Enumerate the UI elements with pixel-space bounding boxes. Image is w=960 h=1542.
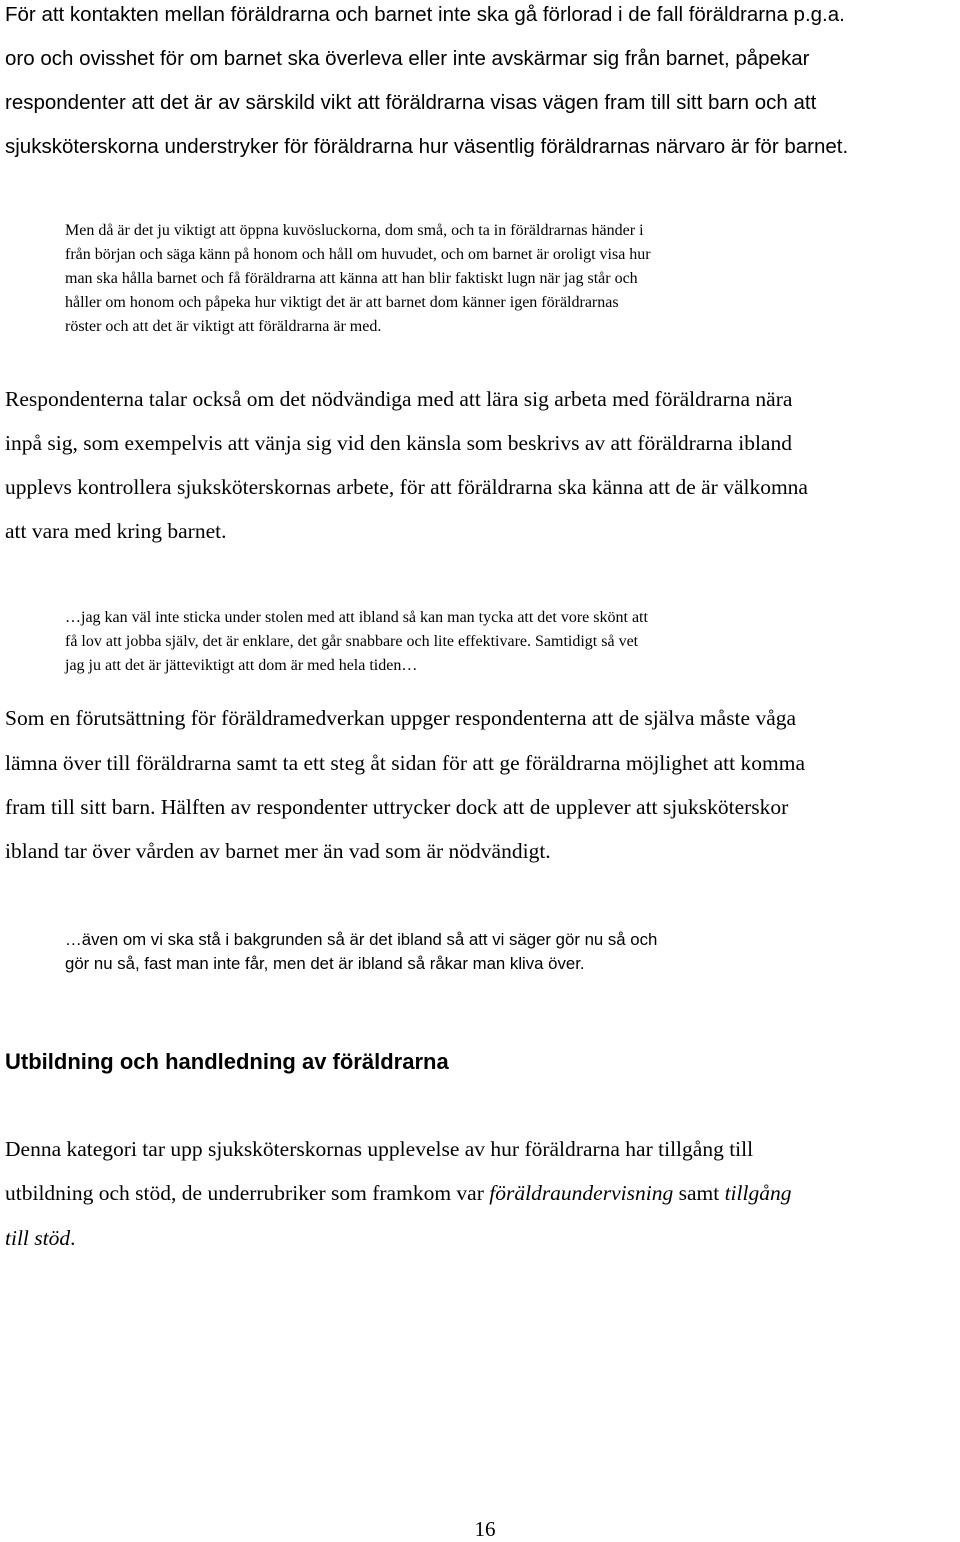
italic-term: till stöd — [5, 1226, 71, 1250]
quote-line: röster och att det är viktigt att föräldrarna är med. — [65, 318, 382, 335]
text-run: utbildning och stöd, de underrubriker som framkom var — [5, 1181, 490, 1205]
body-line — [5, 1226, 75, 1251]
quote-line: jag ju att det är jätteviktigt att dom är med hela tiden… — [65, 657, 418, 674]
quote-line: håller om honom och påpeka hur viktigt det är att barnet dom känner igen föräldrarnas — [65, 294, 619, 311]
body-line: ibland tar över vården av barnet mer än vad som är nödvändigt. — [5, 839, 551, 863]
intro-line: För att kontakten mellan föräldrarna och barnet inte ska gå förlorad i de fall föräldrarna p.g.a. — [5, 3, 845, 26]
body-line: lämna över till föräldrarna samt ta ett steg åt sidan för att ge föräldrarna möjlighet att komma — [5, 751, 805, 775]
quote-line: gör nu så, fast man inte får, men det är ibland så råkar man kliva över. — [65, 954, 585, 973]
body-line: upplevs kontrollera sjuksköterskornas arbete, för att föräldrarna ska känna att de är välkomna — [5, 475, 808, 499]
text-run: . — [70, 1226, 76, 1250]
quote-line: …även om vi ska stå i bakgrunden så är det ibland så att vi säger gör nu så och — [65, 930, 658, 949]
intro-line: oro och ovisshet för om barnet ska överleva eller inte avskärmar sig från barnet, påpekar — [5, 47, 810, 70]
body-line: att vara med kring barnet. — [5, 519, 227, 543]
text-run: samt — [673, 1181, 725, 1205]
section-heading: Utbildning och handledning av föräldrarna — [5, 1049, 449, 1074]
quote-line: man ska hålla barnet och få föräldrarna att känna att han blir faktiskt lugn när jag står och — [65, 270, 638, 287]
quote-line: Men då är det ju viktigt att öppna kuvösluckorna, dom små, och ta in föräldrarnas händer i — [65, 222, 644, 239]
body-line: Respondenterna talar också om det nödvändiga med att lära sig arbeta med föräldrarna nära — [5, 387, 793, 411]
body-line: Denna kategori tar upp sjuksköterskornas upplevelse av hur föräldrarna har tillgång till — [5, 1137, 754, 1161]
quote-line: från början och säga känn på honom och håll om huvudet, och om barnet är oroligt visa hur — [65, 246, 651, 263]
quote-line: få lov att jobba själv, det är enklare, det går snabbare och lite effektivare. Samtidigt så vet — [65, 633, 639, 650]
quote-line: …jag kan väl inte sticka under stolen med att ibland så kan man tycka att det vore skönt att — [65, 609, 648, 626]
body-line: inpå sig, som exempelvis att vänja sig vid den känsla som beskrivs av att föräldrarna ibland — [5, 431, 792, 455]
body-line: Som en förutsättning för föräldramedverkan uppger respondenterna att de själva måste våga — [5, 706, 797, 730]
body-line: fram till sitt barn. Hälften av respondenter uttrycker dock att de upplever att sjuksköterskor — [5, 795, 789, 819]
italic-term: tillgång — [724, 1181, 792, 1205]
intro-line: respondenter att det är av särskild vikt att föräldrarna visas vägen fram till sitt barn och att — [5, 91, 817, 114]
body-line — [5, 1181, 791, 1206]
italic-term: föräldraundervisning — [489, 1181, 674, 1205]
intro-line: sjuksköterskorna understryker för föräldrarna hur väsentlig föräldrarnas närvaro är för barnet. — [5, 135, 849, 158]
page-number: 16 — [474, 1517, 496, 1541]
